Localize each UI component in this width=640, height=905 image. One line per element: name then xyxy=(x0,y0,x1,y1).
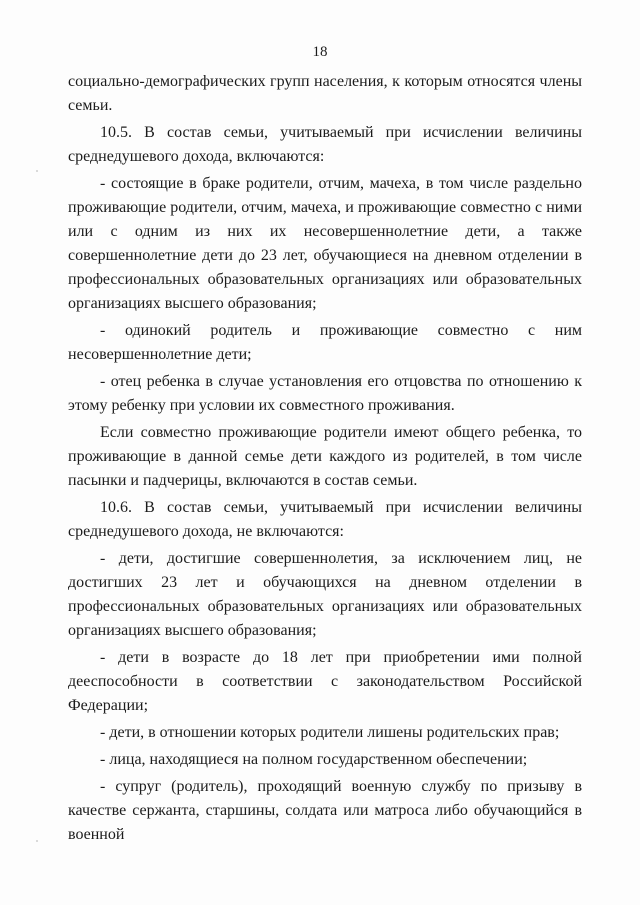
scan-dot-mark xyxy=(36,840,38,842)
paragraph-common-child: Если совместно проживающие родители имеют общего ребенка, то проживающие в данной семье дети каждого из родителей, в том числе пасынки и падчерицы, включаются в состав семьи. xyxy=(68,424,582,489)
scan-dot-mark xyxy=(36,170,38,172)
paragraph-10-6-heading: 10.6. В состав семьи, учитываемый при исчислении величины среднедушевого дохода, не включаются: xyxy=(68,499,582,540)
paragraph-state-support: - лица, находящиеся на полном государственном обеспечении; xyxy=(100,751,528,768)
paragraph-military-service: - супруг (родитель), проходящий военную службу по призыву в качестве сержанта, старшины, солдата или матроса либо обучающийся в военной xyxy=(68,778,582,843)
document-body xyxy=(68,70,582,847)
paragraph-continuation: социально-демографических групп населения, к которым относятся члены семьи. xyxy=(68,73,582,114)
paragraph-minors-capacity: - дети в возрасте до 18 лет при приобретении ими полной дееспособности в соответствии с законодательством Российской Федерации; xyxy=(68,649,582,714)
paragraph-adult-children: - дети, достигшие совершеннолетия, за исключением лиц, не достигших 23 лет и обучающихся на дневном отделении в профессиональных образовательных организациях или образовательных организациях высшего образования; xyxy=(68,550,582,639)
page-number: 18 xyxy=(312,44,328,60)
paragraph-parents-and-children: - состоящие в браке родители, отчим, мачеха, в том числе раздельно проживающие родители, отчим, мачеха, и проживающие совместно с ними или с одним из них их несовершеннолетние дети, а также совершеннолетние дети до 23 лет, обучающиеся на дневном отделении в профессиональных образовательных организациях или образовательных организациях высшего образования; xyxy=(68,175,582,312)
paragraph-deprived-rights: - дети, в отношении которых родители лишены родительских прав; xyxy=(100,724,560,741)
paragraph-father-paternity: - отец ребенка в случае установления его отцовства по отношению к этому ребенку при условии их совместного проживания. xyxy=(68,373,582,414)
paragraph-single-parent: - одинокий родитель и проживающие совместно с ним несовершеннолетние дети; xyxy=(68,322,582,363)
paragraph-10-5-heading: 10.5. В состав семьи, учитываемый при исчислении величины среднедушевого дохода, включаются: xyxy=(68,124,582,165)
